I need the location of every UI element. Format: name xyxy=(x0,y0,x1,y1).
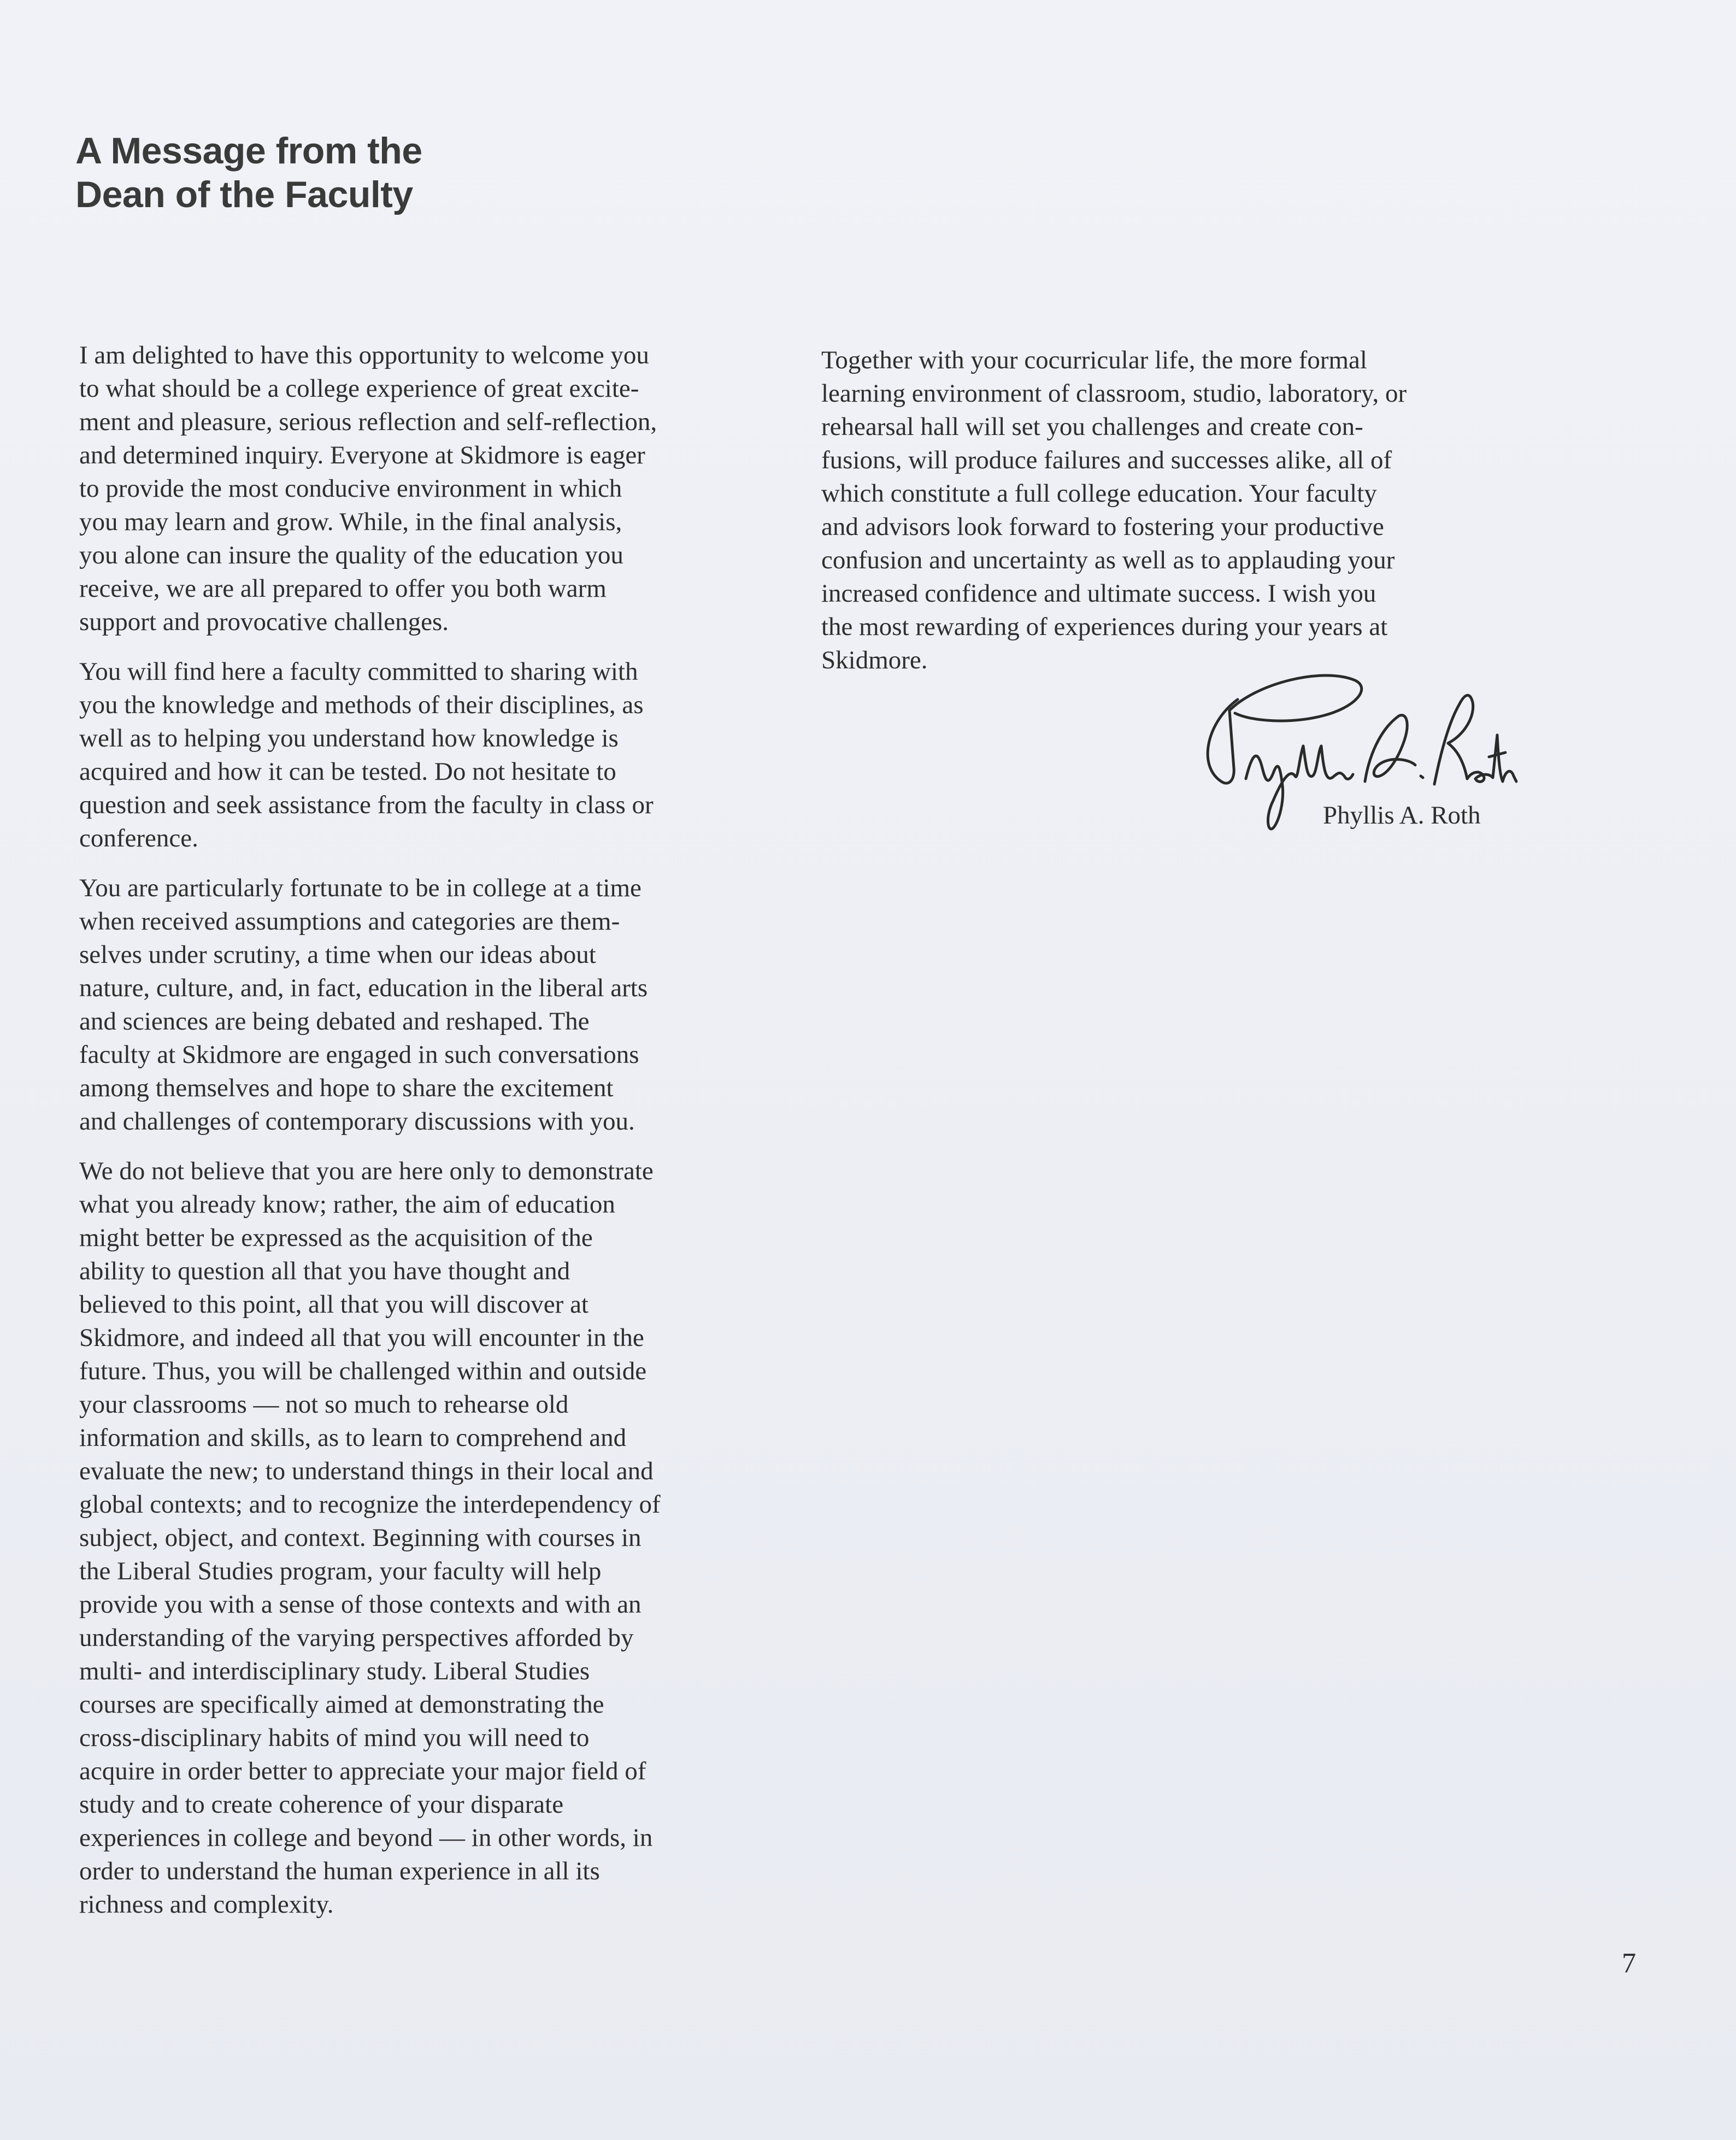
text-line: increased confidence and ultimate success. I wish you xyxy=(821,579,1376,608)
text-line: conference. xyxy=(79,824,198,853)
text-line: acquired and how it can be tested. Do not hesitate to xyxy=(79,757,616,786)
text-line: what you already know; rather, the aim of education xyxy=(79,1190,615,1219)
text-line: study and to create coherence of your disparate xyxy=(79,1790,564,1819)
text-line: might better be expressed as the acquisition of the xyxy=(79,1224,593,1252)
text-line: acquire in order better to appreciate your major field of xyxy=(79,1757,646,1785)
text-line: your classrooms — not so much to rehearse old xyxy=(79,1390,569,1419)
text-line: confusion and uncertainty as well as to applauding your xyxy=(821,546,1395,574)
page-title xyxy=(75,129,422,216)
text-line: support and provocative challenges. xyxy=(79,608,449,636)
text-line: faculty at Skidmore are engaged in such conversations xyxy=(79,1040,639,1069)
text-line: you the knowledge and methods of their disciplines, as xyxy=(79,691,644,719)
text-line: cross-disciplinary habits of mind you will need to xyxy=(79,1724,590,1752)
text-line: Skidmore. xyxy=(821,646,928,674)
text-line: richness and complexity. xyxy=(79,1890,334,1919)
text-line: to what should be a college experience of great excite- xyxy=(79,374,639,403)
text-line: provide you with a sense of those contexts and with an xyxy=(79,1590,642,1619)
signer-name: Phyllis A. Roth xyxy=(1323,801,1481,830)
text-line: Skidmore, and indeed all that you will encounter in the xyxy=(79,1324,644,1352)
text-line: and determined inquiry. Everyone at Skidmore is eager xyxy=(79,441,645,469)
text-line: and advisors look forward to fostering your productive xyxy=(821,513,1384,541)
text-line: subject, object, and context. Beginning with courses in xyxy=(79,1524,642,1552)
text-line: nature, culture, and, in fact, education in the liberal arts xyxy=(79,974,648,1002)
text-line: Together with your cocurricular life, the more formal xyxy=(821,346,1367,374)
text-line: ment and pleasure, serious reflection and self-reflection, xyxy=(79,408,657,436)
text-line: I am delighted to have this opportunity to welcome you xyxy=(79,341,649,369)
text-line: evaluate the new; to understand things in their local and xyxy=(79,1457,654,1485)
text-line: to provide the most conducive environment in which xyxy=(79,474,622,503)
text-line: understanding of the varying perspectives afforded by xyxy=(79,1624,634,1652)
text-line: multi- and interdisciplinary study. Liberal Studies xyxy=(79,1657,590,1685)
text-line: ability to question all that you have thought and xyxy=(79,1257,570,1285)
body-paragraph xyxy=(79,655,773,855)
text-line: fusions, will produce failures and successes alike, all of xyxy=(821,446,1392,474)
text-line: the Liberal Studies program, your faculty will help xyxy=(79,1557,602,1585)
text-line: the most rewarding of experiences during your years at xyxy=(821,613,1388,641)
right-text-column xyxy=(821,344,1553,693)
body-paragraph xyxy=(79,339,773,639)
text-line: question and seek assistance from the faculty in class or xyxy=(79,791,654,819)
text-line: information and skills, as to learn to comprehend and xyxy=(79,1424,627,1452)
text-line: learning environment of classroom, studio, laboratory, or xyxy=(821,379,1407,408)
text-line: and sciences are being debated and reshaped. The xyxy=(79,1007,590,1036)
left-text-column xyxy=(79,339,773,1938)
body-paragraph xyxy=(821,344,1553,677)
page-title-line-1: A Message from the xyxy=(75,130,422,172)
text-line: and challenges of contemporary discussions with you. xyxy=(79,1107,635,1136)
text-line: You are particularly fortunate to be in college at a time xyxy=(79,874,642,902)
text-line: rehearsal hall will set you challenges and create con- xyxy=(821,413,1363,441)
text-line: You will find here a faculty committed to sharing with xyxy=(79,657,638,686)
page-number: 7 xyxy=(1622,1948,1636,1979)
text-line: courses are specifically aimed at demonstrating the xyxy=(79,1690,604,1719)
text-line: well as to helping you understand how knowledge is xyxy=(79,724,619,752)
text-line: global contexts; and to recognize the interdependency of xyxy=(79,1490,661,1519)
text-line: receive, we are all prepared to offer you both warm xyxy=(79,574,607,603)
text-line: selves under scrutiny, a time when our ideas about xyxy=(79,940,596,969)
page-title-line-2: Dean of the Faculty xyxy=(75,174,413,215)
text-line: order to understand the human experience in all its xyxy=(79,1857,600,1885)
text-line: which constitute a full college education. Your faculty xyxy=(821,479,1377,508)
text-line: future. Thus, you will be challenged within and outside xyxy=(79,1357,647,1385)
body-paragraph xyxy=(79,1155,773,1921)
text-line: believed to this point, all that you will discover at xyxy=(79,1290,589,1319)
text-line: We do not believe that you are here only to demonstrate xyxy=(79,1157,654,1185)
body-paragraph xyxy=(79,872,773,1138)
text-line: when received assumptions and categories are them- xyxy=(79,907,620,936)
text-line: you alone can insure the quality of the education you xyxy=(79,541,623,569)
text-line: among themselves and hope to share the excitement xyxy=(79,1074,614,1102)
text-line: experiences in college and beyond — in other words, in xyxy=(79,1824,653,1852)
text-line: you may learn and grow. While, in the final analysis, xyxy=(79,508,622,536)
